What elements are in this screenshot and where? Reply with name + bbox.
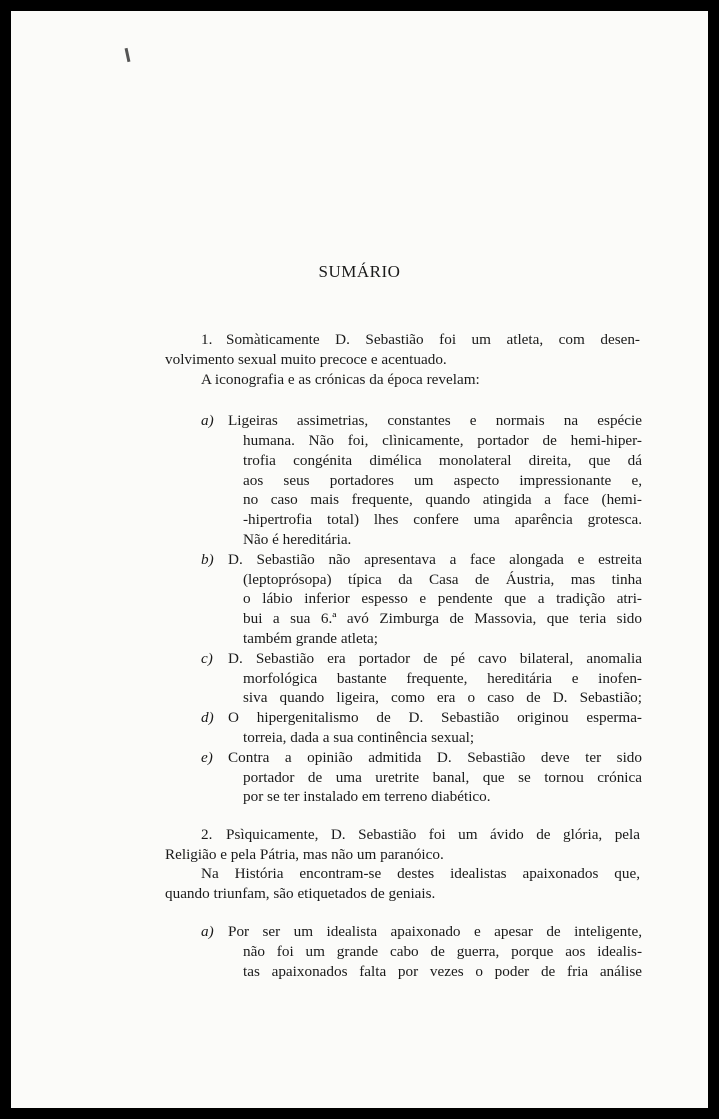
item-a-line: no caso mais frequente, quando atingida a face (hemi- — [243, 491, 642, 508]
item-a-line: Ligeiras assimetrias, constantes e normais na espécie — [228, 412, 642, 429]
item-label-d: d) — [201, 709, 214, 726]
item-b-line: também grande atleta; — [243, 630, 378, 647]
item-label-a: a) — [201, 923, 214, 940]
item-a-line: aos seus portadores um aspecto impressionante e, — [243, 472, 642, 489]
item-d-line: torreia, dada a sua continência sexual; — [243, 729, 475, 746]
item-e-line: por se ter instalado em terreno diabético. — [243, 788, 491, 805]
section1-number: 1. — [201, 331, 213, 348]
item-b-line: D. Sebastião não apresentava a face alongada e estreita — [228, 551, 642, 568]
item-b-line: o lábio inferior espesso e pendente que a tradição atri- — [243, 590, 642, 607]
section2-p1-line1: Psìquicamente, D. Sebastião foi um ávido de glória, pela — [226, 826, 640, 843]
section1-p1-line2: volvimento sexual muito precoce e acentuado. — [165, 351, 447, 368]
item-e-line: Contra a opinião admitida D. Sebastião deve ter sido — [228, 749, 642, 766]
page-title: SUMÁRIO — [318, 262, 401, 281]
section2-number: 2. — [201, 826, 213, 843]
section2-p2-line2: quando triunfam, são etiquetados de geniais. — [165, 885, 436, 902]
item-b-line: bui a sua 6.ª avó Zimburga de Massovia, que teria sido — [243, 610, 642, 627]
item-a-line: humana. Não foi, clìnicamente, portador de hemi-hiper- — [243, 432, 642, 449]
item-label-b: b) — [201, 551, 214, 568]
item-a-line: trofia congénita dimélica monolateral direita, que dá — [243, 452, 642, 469]
s2-item-a-line: tas apaixonados falta por vezes o poder de fria análise — [243, 963, 642, 980]
item-d-line: O hipergenitalismo de D. Sebastião originou esperma- — [228, 709, 642, 726]
item-c-line: morfológica bastante frequente, hereditária e inofen- — [243, 670, 642, 687]
item-a-line: Não é hereditária. — [243, 531, 352, 548]
item-e-line: portador de uma uretrite banal, que se tornou crónica — [243, 769, 642, 786]
item-label-a: a) — [201, 412, 214, 429]
item-c-line: D. Sebastião era portador de pé cavo bilateral, anomalia — [228, 650, 642, 667]
section1-p1-line1: Somàticamente D. Sebastião foi um atleta, com desen- — [226, 331, 640, 348]
s2-item-a-line: Por ser um idealista apaixonado e apesar de inteligente, — [228, 923, 642, 940]
item-a-line: -hipertrofia total) lhes confere uma aparência grotesca. — [243, 511, 642, 528]
item-c-line: siva quando ligeira, como era o caso de D. Sebastião; — [243, 689, 642, 706]
section2-p1-line2: Religião e pela Pátria, mas não um paranóico. — [165, 846, 444, 863]
section2-p2-line1: Na História encontram-se destes idealistas apaixonados que, — [201, 865, 640, 882]
item-label-c: c) — [201, 650, 213, 667]
section1-p2: A iconografia e as crónicas da época revelam: — [201, 371, 480, 388]
s2-item-a-line: não foi um grande cabo de guerra, porque aos idealis- — [243, 943, 642, 960]
item-b-line: (leptoprósopa) típica da Casa de Áustria, mas tinha — [243, 571, 642, 588]
item-label-e: e) — [201, 749, 213, 766]
